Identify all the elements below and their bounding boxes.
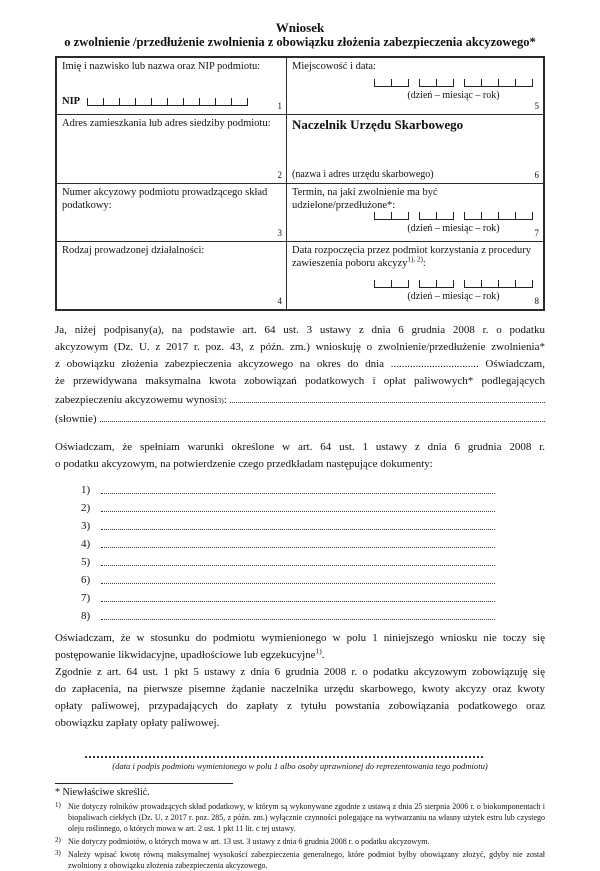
- document-list-item: 7): [55, 586, 545, 604]
- date-caption: (dzień – miesiąc – rok): [407, 90, 500, 101]
- form-subtitle: o zwolnienie /przedłużenie zwolnienia z obowiązku złożenia zabezpieczenia akcyzowego*: [64, 35, 536, 49]
- cell-activity-type: [57, 241, 286, 309]
- nip-comb-field[interactable]: [87, 98, 248, 106]
- document-list-item: 3): [55, 514, 545, 532]
- documents-list: [55, 478, 545, 622]
- document-list-item: 8): [55, 604, 545, 622]
- date-comb-field[interactable]: [374, 79, 533, 87]
- date-comb-field[interactable]: [374, 280, 533, 288]
- document-fill-line[interactable]: [101, 573, 495, 584]
- document-fill-line[interactable]: [101, 483, 495, 494]
- footnote-marker: 1): [55, 801, 61, 809]
- cell-number: 2: [277, 170, 282, 180]
- cell-4-label: Rodzaj prowadzonej działalności:: [62, 245, 205, 256]
- cell-number: 5: [534, 101, 539, 111]
- document-list-item: 4): [55, 532, 545, 550]
- cell-7-label: Termin, na jaki zwolnienie ma być udzielone/przedłużone*:: [292, 187, 438, 211]
- cell-2-label: Adres zamieszkania lub adres siedziby podmiotu:: [62, 118, 271, 129]
- document-fill-line[interactable]: [101, 591, 495, 602]
- footnote-marker: 2): [55, 836, 61, 844]
- footnote-ref: 1), 2): [407, 255, 423, 264]
- document-list-item: 6): [55, 568, 545, 586]
- amount-fill-line[interactable]: [230, 390, 545, 403]
- cell-excise-number: [57, 183, 286, 241]
- cell-number: 6: [534, 170, 539, 180]
- document-fill-line[interactable]: [101, 501, 495, 512]
- tax-office-caption: (nazwa i adres urzędu skarbowego): [292, 169, 434, 180]
- form-header-table: [55, 56, 545, 311]
- declaration-paragraph-2: Oświadczam, że spełniam warunki określone w art. 64 ust. 1 ustawy z dnia 6 grudnia 2008 r. o podatku akcyzowym, na potwierdzenie czego przedkładam następujące dokumenty:: [55, 441, 545, 470]
- document-fill-line[interactable]: [101, 537, 495, 548]
- cell-exemption-term: [286, 183, 543, 241]
- cell-8-label: Data rozpoczęcia przez podmiot korzystania z procedury zawieszenia poboru akcyzy$^{1), 2)}$:: [292, 245, 532, 269]
- footnote-asterisk: * Niewłaściwe skreślić.: [55, 787, 150, 798]
- cell-number: 7: [534, 228, 539, 238]
- amount-in-words-fill-line[interactable]: [100, 409, 545, 422]
- footnote-3: 3) Należy wpisać kwotę równą maksymalnej wysokości zabezpieczenia generalnego, które podmiot byłby obowiązany złożyć, gdyby nie został zwolniony z obowiązku złożenia zabezpieczenia akcyzowego.: [55, 849, 545, 870]
- cell-3-label: Numer akcyzowy podmiotu prowadzącego skład podatkowy:: [62, 187, 268, 211]
- document-fill-line[interactable]: [101, 555, 495, 566]
- cell-number: 3: [277, 228, 282, 238]
- signature-fill-line[interactable]: [85, 748, 483, 758]
- declaration-paragraph-1: Ja, niżej podpisany(a), na podstawie art. 64 ust. 3 ustawy z dnia 6 grudnia 2008 r. o podatku akcyzowym (Dz. U. z 2017 r. poz. 43, z późn. zm.) wnioskuję o zwolnienie/przedłużenie zwolnienia* z obowiązku złożenia zabezpieczenia akcyzowego na okres do dnia ................................ Oświadczam, że przewidywana maksymalna kwota zobowiązań podatkowych i opłat paliwowych* podlegających zabezpieczeniu akcyzowemu wynosi 3) : (słownie): [55, 322, 545, 428]
- footnote-1: 1) Nie dotyczy rolników prowadzących skład podatkowy, w którym są wykonywane zgodnie z ustawą z dnia 25 sierpnia 2006 r. o biokomponentach i biopaliwach ciekłych (Dz. U. z 2017 r. poz. 285, z późn. zm.) wyłącznie czynności polegające na wytwarzaniu na własny użytek estru lub czystego oleju roślinnego, o których mowa w art. 2 ust. 1 pkt 11 lit. c tej ustawy.: [55, 801, 545, 833]
- cell-1-label: Imię i nazwisko lub nazwa oraz NIP podmiotu:: [62, 61, 261, 72]
- document-list-item: 5): [55, 550, 545, 568]
- document-fill-line[interactable]: [101, 519, 495, 530]
- signature-block: [55, 748, 545, 771]
- tax-office-heading: Naczelnik Urzędu Skarbowego: [292, 117, 464, 132]
- document-list-item: 1): [55, 478, 545, 496]
- footnote-divider: [55, 783, 233, 784]
- cell-number: 4: [277, 296, 282, 306]
- date-caption: (dzień – miesiąc – rok): [407, 291, 500, 302]
- slownie-label: (słownie): [55, 413, 97, 425]
- cell-5-label: Miejscowość i data:: [292, 61, 376, 72]
- date-caption: (dzień – miesiąc – rok): [407, 223, 500, 234]
- footnote-marker: 3): [55, 849, 61, 857]
- declaration-paragraph-3: Oświadczam, że w stosunku do podmiotu wymienionego w polu 1 niniejszego wniosku nie toczy się postępowanie likwidacyjne, upadłościowe lub egzekucyjne$^{1)}$. Zgodnie z art. 64 ust. 1 pkt 5 ustawy z dnia 6 grudnia 2008 r. o podatku akcyzowym zobowiązuję się do zapłacenia, na pierwsze pisemne żądanie naczelnika urzędu skarbowego, kwoty akcyzy oraz kwoty opłaty paliwowej, przypadających do zapłaty z tytułu powstania zobowiązania podatkowego oraz obowiązku zapłaty opłaty paliwowej.: [55, 632, 545, 729]
- cell-tax-office: [286, 114, 543, 183]
- document-fill-line[interactable]: [101, 609, 495, 620]
- footnote-ref: 1): [315, 646, 322, 656]
- cell-name-and-nip: [57, 58, 286, 114]
- cell-number: 1: [277, 101, 282, 111]
- document-list-item: 2): [55, 496, 545, 514]
- cell-number: 8: [534, 296, 539, 306]
- cell-place-and-date: [286, 58, 543, 114]
- nip-label: NIP: [62, 96, 81, 107]
- cell-address: [57, 114, 286, 183]
- form-title: Wniosek: [275, 20, 325, 35]
- cell-suspension-start-date: [286, 241, 543, 309]
- date-comb-field[interactable]: [374, 212, 533, 220]
- footnote-2: 2) Nie dotyczy podmiotów, o których mowa w art. 13 ust. 3 ustawy z dnia 6 grudnia 2008 r. o podatku akcyzowym.: [55, 836, 430, 846]
- signature-caption: (data i podpis podmiotu wymienionego w polu 1 albo osoby uprawnionej do reprezentowania tego podmiotu): [112, 761, 488, 771]
